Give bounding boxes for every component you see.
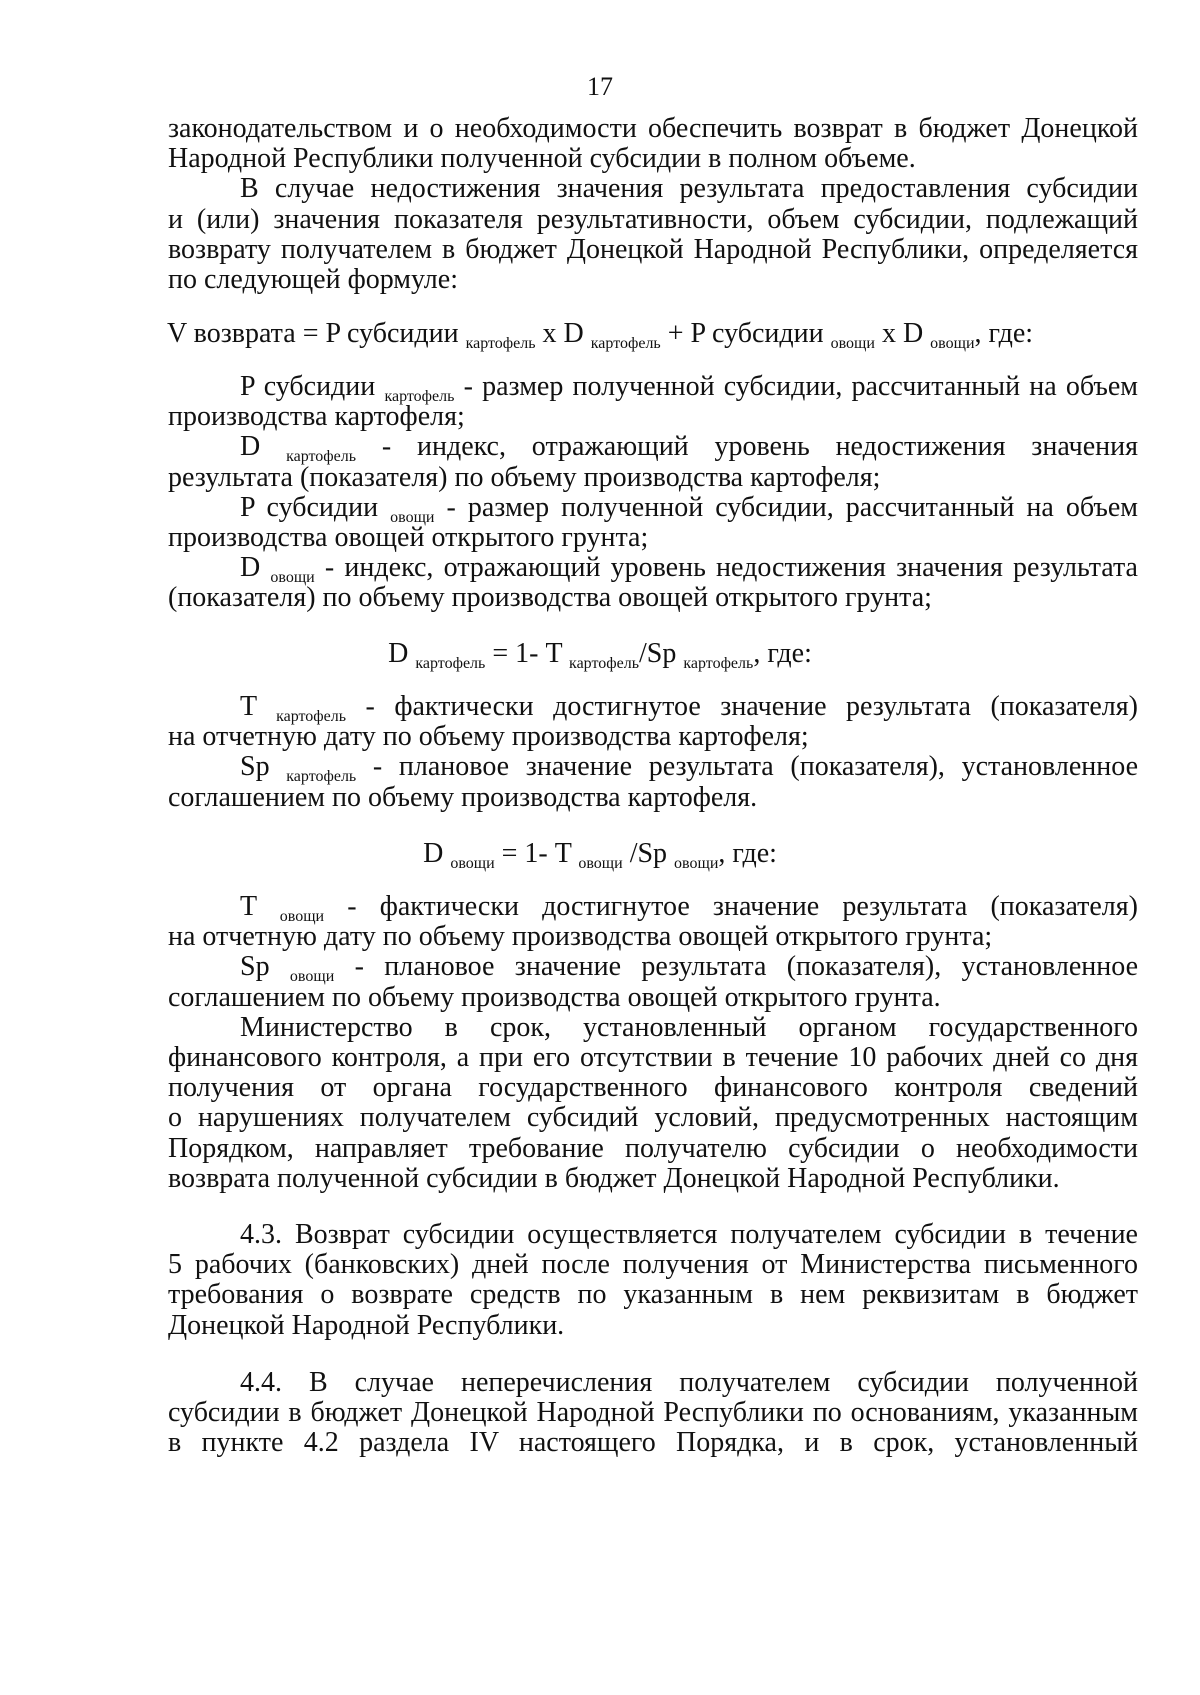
subscript: овощи: [830, 335, 875, 352]
text-run: + P субсидии: [660, 318, 831, 349]
text-run: на отчетную дату по объему производства картофеля;: [168, 721, 809, 753]
subscript: картофель: [415, 655, 486, 672]
text-run: V возврата = P субсидии: [166, 318, 466, 349]
definition-line: [168, 981, 1138, 1014]
text-line: в пункте 4.2 раздела IV настоящего Порядка, и в срок, установленный: [168, 1427, 1138, 1459]
subscript: овощи: [674, 855, 719, 872]
subscript: овощи: [289, 968, 335, 986]
definition-line: [168, 1162, 1138, 1195]
text-run: - индекс, отражающий уровень недостижения значения результата: [314, 552, 1138, 584]
subscript: овощи: [930, 335, 975, 352]
text-run: D: [240, 552, 271, 584]
definition-line: [240, 950, 1138, 986]
definition-line: [168, 1041, 1138, 1074]
text-run: на отчетную дату по объему производства овощей открытого грунта;: [168, 921, 993, 953]
subscript: картофель: [465, 335, 536, 352]
text-line: возврату получателем в бюджет Донецкой Народной Республики, определяется: [168, 233, 1138, 265]
text-run: получения от органа государственного финансового контроля сведений: [168, 1072, 1138, 1104]
subscript: овощи: [279, 908, 325, 925]
text-run: - плановое значение результата (показателя), установленное: [334, 951, 1138, 983]
text-run: D: [240, 431, 287, 463]
text-line: и (или) значения показателя результативности, объем субсидии, подлежащий: [168, 203, 1138, 235]
text-run: /Sp: [622, 838, 675, 869]
definition-line: [168, 1071, 1138, 1104]
definition-line: [168, 581, 1138, 614]
formula-d-ovoshchi: [0, 836, 1200, 872]
text-run: финансового контроля, а при его отсутствии в течение 10 рабочих дней со дня: [168, 1042, 1138, 1073]
text-run: - фактически достигнутое значение результата (показателя): [346, 691, 1138, 722]
text-run: /Sp: [639, 638, 684, 669]
text-run: (показателя) по объему производства овощей открытого грунта;: [168, 582, 932, 614]
definition-line: [168, 920, 1138, 953]
definition-line: [168, 521, 1138, 554]
text-run: T: [240, 891, 280, 922]
text-run: соглашением по объему производства картофеля.: [168, 781, 758, 813]
text-line: субсидии в бюджет Донецкой Народной Республики по основаниям, указанным: [168, 1397, 1138, 1429]
definition-line: [240, 370, 1138, 403]
definition-line: [240, 1011, 1138, 1044]
text-run: x D: [535, 318, 591, 349]
text-run: D: [423, 838, 451, 869]
text-run: T: [240, 691, 277, 722]
definition-line: [240, 551, 1138, 587]
subscript: картофель: [590, 335, 661, 352]
definition-line: [168, 461, 1138, 494]
definition-line: [168, 400, 1138, 433]
text-run: , где:: [753, 638, 812, 669]
formula-v-vozvrata: [0, 316, 1200, 352]
text-run: результата (показателя) по объему производства картофеля;: [168, 461, 881, 493]
text-run: производства овощей открытого грунта;: [168, 522, 649, 553]
text-run: - плановое значение результата (показателя), установленное: [356, 751, 1138, 783]
definition-line: [240, 890, 1138, 923]
subscript: картофель: [286, 768, 357, 786]
text-run: Sp: [240, 751, 287, 783]
subscript: овощи: [450, 855, 495, 872]
text-line: В случае недостижения значения результата предоставления субсидии: [240, 173, 1138, 205]
text-run: P субсидии: [240, 491, 391, 523]
subscript: овощи: [390, 508, 435, 526]
definition-line: [168, 720, 1138, 753]
text-run: - фактически достигнутое значение результата (показателя): [324, 891, 1138, 922]
definition-line: [168, 1101, 1138, 1134]
definition-line: [240, 750, 1138, 786]
text-line: по следующей формуле:: [168, 264, 458, 295]
text-run: = 1- T: [494, 838, 579, 869]
text-run: Sp: [240, 951, 290, 983]
text-line: 5 рабочих (банковских) дней после получения от Министерства письменного: [168, 1249, 1138, 1281]
definition-line: [168, 781, 1138, 814]
text-run: о нарушениях получателем субсидий условий, предусмотренных настоящим: [168, 1102, 1138, 1134]
text-run: D: [388, 638, 416, 669]
text-run: соглашением по объему производства овощей открытого грунта.: [168, 981, 941, 1013]
text-line: Донецкой Народной Республики.: [168, 1309, 565, 1341]
page-number: 17: [587, 72, 613, 101]
subscript: картофель: [286, 448, 357, 466]
text-run: Порядком, направляет требование получателю субсидии о необходимости: [168, 1132, 1138, 1164]
definition-line: [168, 1132, 1138, 1165]
subscript: овощи: [270, 569, 315, 587]
subscript: картофель: [384, 388, 455, 405]
definition-line: [240, 491, 1138, 524]
text-line: 4.3. Возврат субсидии осуществляется получателем субсидии в течение: [240, 1219, 1138, 1250]
definition-line: [240, 690, 1138, 723]
text-line: Народной Республики полученной субсидии в полном объеме.: [168, 143, 916, 175]
text-run: , где:: [718, 838, 777, 869]
text-run: Министерство в срок, установленный органом государственного: [240, 1011, 1138, 1043]
subscript: картофель: [276, 708, 347, 725]
text-line: 4.4. В случае неперечисления получателем субсидии полученной: [240, 1367, 1138, 1398]
subscript: картофель: [683, 655, 754, 672]
formula-d-kartofel: [0, 636, 1200, 672]
text-line: законодательством и о необходимости обеспечить возврат в бюджет Донецкой: [168, 113, 1138, 144]
subscript: картофель: [569, 655, 639, 672]
text-run: = 1- T: [485, 638, 570, 669]
text-run: P субсидии: [240, 371, 385, 402]
text-run: , где:: [974, 318, 1034, 349]
text-run: - размер полученной субсидии, рассчитанный на объем: [434, 491, 1138, 523]
definition-line: [240, 430, 1138, 466]
text-run: x D: [874, 318, 931, 349]
text-run: - размер полученной субсидии, рассчитанный на объем: [454, 371, 1138, 402]
text-run: производства картофеля;: [168, 401, 465, 433]
text-run: - индекс, отражающий уровень недостижения значения: [356, 431, 1138, 463]
text-run: возврата полученной субсидии в бюджет Донецкой Народной Республики.: [168, 1162, 1060, 1194]
subscript: овощи: [578, 855, 623, 872]
text-line: требования о возврате средств по указанным в нем реквизитам в бюджет: [168, 1279, 1138, 1311]
